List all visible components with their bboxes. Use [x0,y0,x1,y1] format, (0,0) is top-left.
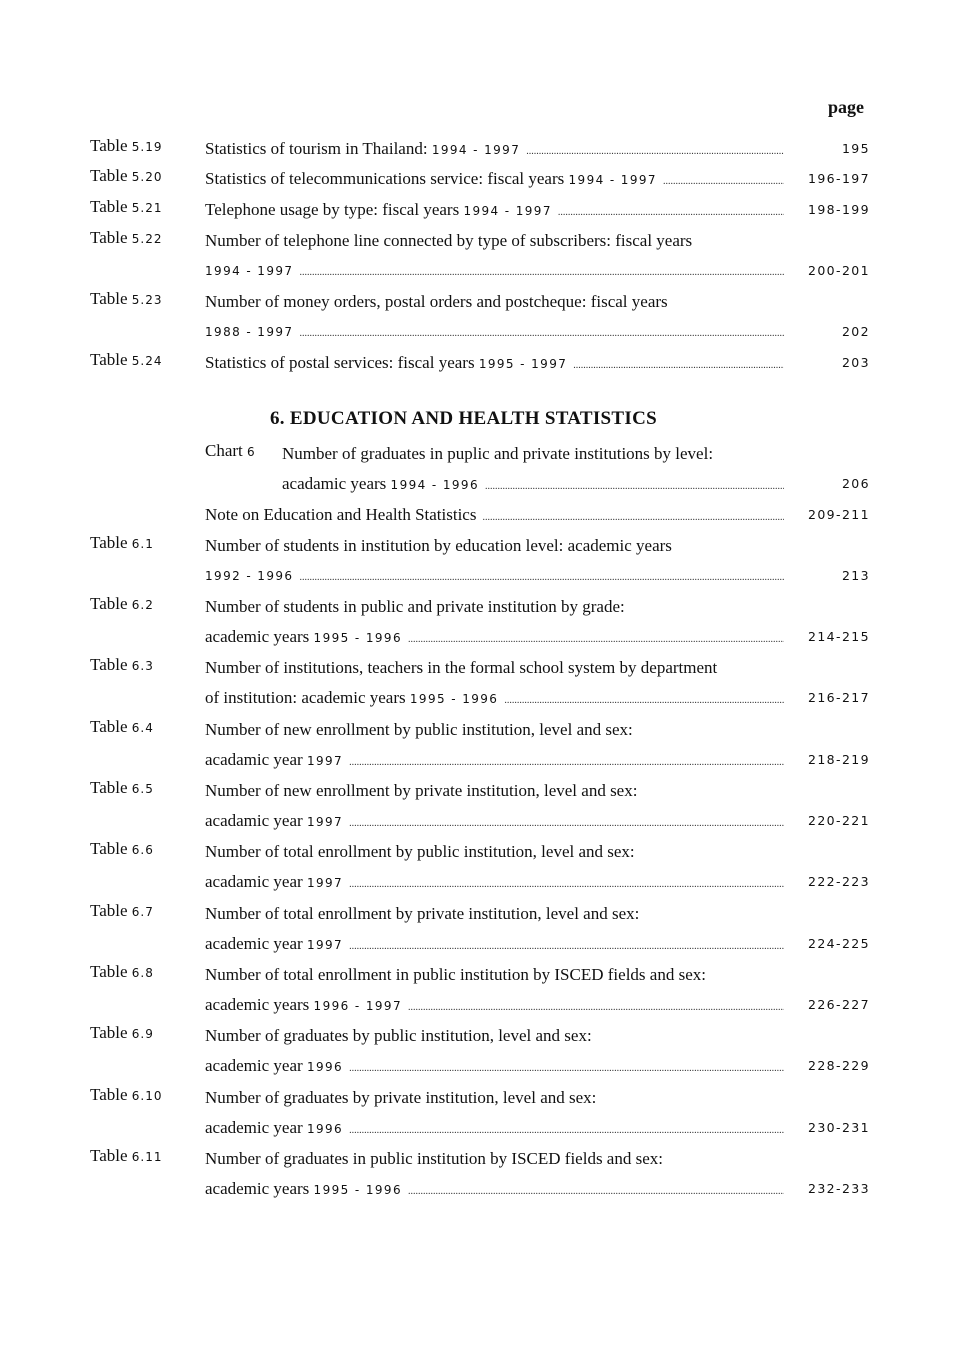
entry-title-continuation: 1994 - 1997 ..... [205,258,790,284]
entry-title-line: Number of graduates by public institution, level and sex: [205,1026,592,1045]
entry-page-number: 196-197 [807,171,870,186]
entry-page-number: 206 [841,476,870,491]
section-title-text: EDUCATION AND HEALTH STATISTICS [289,408,657,429]
entry-page-number: 195 [841,141,870,156]
entry-title-line: Telephone usage by type: fiscal years 1994 - 1997 ..... [205,197,790,223]
section-heading [0,408,966,430]
entry-label: Table 5.19 [90,136,163,155]
entry-label: Table 6.11 [90,1146,163,1165]
entry-title-line: Number of money orders, postal orders and postcheque: fiscal years [205,292,668,311]
entry-title-line: Statistics of postal services: fiscal years 1995 - 1997 ..... [205,350,790,376]
entry-title-continuation: acadamic year 1997 ..... [205,747,790,773]
entry-label: Table 6.6 [90,839,154,858]
entry-title-line: Number of new enrollment by private institution, level and sex: [205,781,638,800]
entry-title-line: Number of graduates in public institution by ISCED fields and sex: [205,1149,663,1168]
entry-title-continuation: acadamic years 1994 - 1996 ..... [282,471,790,497]
entry-title-line: Number of new enrollment by public institution, level and sex: [205,720,633,739]
entry-label: Table 5.20 [90,166,163,185]
entry-page-number: 232-233 [807,1181,870,1196]
entry-label: Table 5.21 [90,197,163,216]
entry-label: Table 6.9 [90,1023,154,1042]
entry-page-number: 202 [841,324,870,339]
entry-title-continuation: 1988 - 1997 ..... [205,319,790,345]
entry-page-number: 222-223 [807,874,870,889]
entry-title-line: Number of total enrollment in public institution by ISCED fields and sex: [205,965,706,984]
entry-page-number: 209-211 [807,507,870,522]
entry-page-number: 214-215 [807,629,870,644]
entry-title-continuation: of institution: academic years 1995 - 1996 ..... [205,685,790,711]
entry-title-line: Number of institutions, teachers in the formal school system by department [205,658,718,677]
entry-title-line: Statistics of telecommunications service: fiscal years 1994 - 1997 ..... [205,166,790,192]
entry-page-number: 228-229 [807,1058,870,1073]
entry-page-number: 198-199 [807,202,870,217]
entry-page-number: 230-231 [807,1120,870,1135]
entry-title-line: Statistics of tourism in Thailand: 1994 - 1997 ..... [205,136,790,162]
entry-title-continuation: academic year 1996 ..... [205,1053,790,1079]
entry-title-line: Number of graduates in puplic and private institutions by level: [282,444,714,463]
entry-page-number: 226-227 [807,997,870,1012]
entry-label: Table 6.1 [90,533,154,552]
entry-title-line: Number of total enrollment by public institution, level and sex: [205,842,635,861]
entry-page-number: 220-221 [807,813,870,828]
entry-label: Table 6.7 [90,901,154,920]
entry-label: Table 5.22 [90,228,163,247]
chart-label: Chart 6 [205,441,257,460]
entry-title-line: Number of students in public and private institution by grade: [205,597,625,616]
page-column-header: page [828,97,864,117]
entry-title-continuation: academic years 1995 - 1996 ..... [205,1176,790,1202]
entry-title-line: Note on Education and Health Statistics ..... [205,502,790,528]
entry-label: Table 6.10 [90,1085,163,1104]
entry-label: Table 6.5 [90,778,154,797]
entry-title-continuation: academic year 1996 ..... [205,1115,790,1141]
entry-label: Table 5.24 [90,350,163,369]
entry-page-number: 224-225 [807,936,870,951]
entry-title-continuation: acadamic year 1997 ..... [205,869,790,895]
entry-title-line: Number of total enrollment by private institution, level and sex: [205,904,640,923]
entry-label: Table 5.23 [90,289,163,308]
entry-title-continuation: 1992 - 1996 ..... [205,563,790,589]
entry-label: Table 6.4 [90,717,154,736]
entry-title-line: Number of telephone line connected by type of subscribers: fiscal years [205,231,693,250]
entry-page-number: 213 [841,568,870,583]
entry-title-continuation: academic years 1996 - 1997 ..... [205,992,790,1018]
entry-title-continuation: acadamic year 1997 ..... [205,808,790,834]
entry-page-number: 218-219 [807,752,870,767]
entry-label: Table 6.8 [90,962,154,981]
entry-label: Table 6.3 [90,655,154,674]
entry-title-line: Number of students in institution by education level: academic years [205,536,672,555]
section-number: 6. [270,408,285,429]
entry-page-number: 203 [841,355,870,370]
entry-title-continuation: academic year 1997 ..... [205,931,790,957]
entry-title-continuation: academic years 1995 - 1996 ..... [205,624,790,650]
entry-page-number: 216-217 [807,690,870,705]
entry-label: Table 6.2 [90,594,154,613]
entry-title-line: Number of graduates by private institution, level and sex: [205,1088,597,1107]
entry-page-number: 200-201 [807,263,870,278]
